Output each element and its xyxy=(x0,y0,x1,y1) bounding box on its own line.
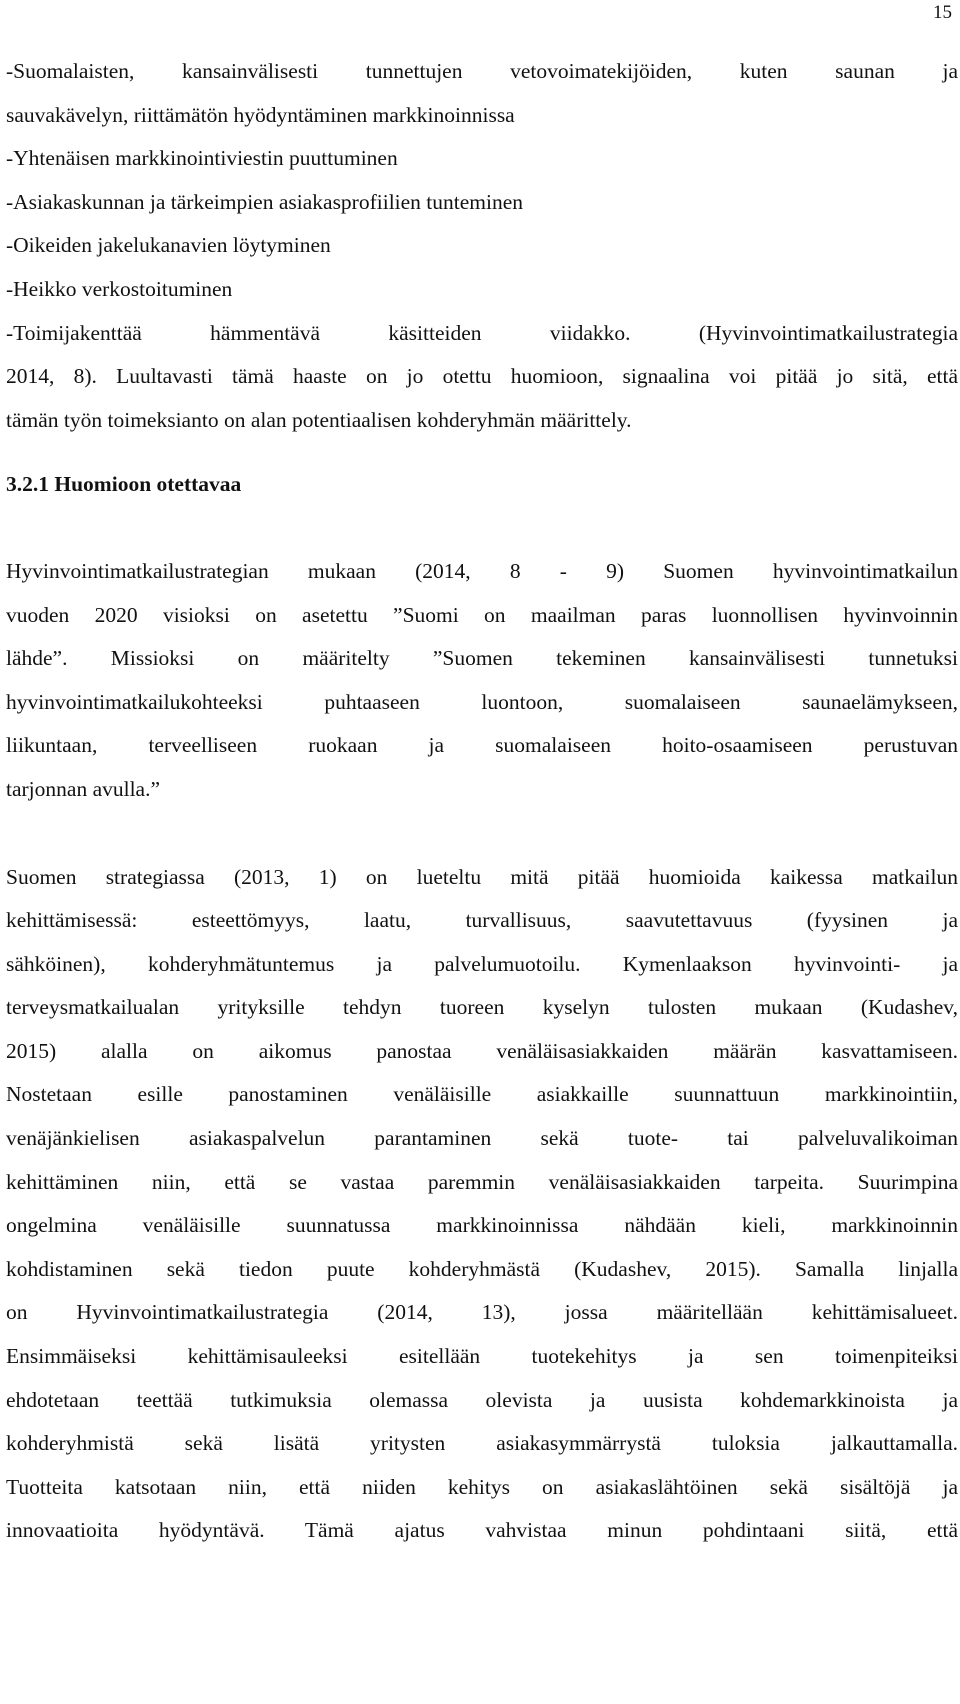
document-body xyxy=(6,50,958,1553)
paragraph-line: liikuntaan, terveelliseen ruokaan ja suomalaiseen hoito-osaamiseen perustuvan xyxy=(6,733,958,758)
paragraph-vision xyxy=(6,550,958,812)
paragraph-line: venäjänkielisen asiakaspalvelun parantaminen sekä tuote- tai palveluvalikoiman xyxy=(6,1126,958,1151)
paragraph-line: kehittämisessä: esteettömyys, laatu, turvallisuus, saavutettavuus (fyysinen ja xyxy=(6,908,958,933)
paragraph-line: innovaatioita hyödyntävä. Tämä ajatus vahvistaa minun pohdintaani siitä, että xyxy=(6,1518,958,1543)
paragraph-line: lähde”. Missioksi on määritelty ”Suomen tekeminen kansainvälisesti tunnetuksi xyxy=(6,646,958,671)
list-item: -Heikko verkostoituminen xyxy=(6,276,233,301)
page-number: 15 xyxy=(933,2,952,23)
paragraph-line: hyvinvointimatkailukohteeksi puhtaaseen luontoon, suomalaiseen saunaelämykseen, xyxy=(6,689,958,714)
list-item: -Yhtenäisen markkinointiviestin puuttuminen xyxy=(6,146,398,171)
paragraph-line: sähköinen), kohderyhmätuntemus ja palvelumuotoilu. Kymenlaakson hyvinvointi- ja xyxy=(6,951,958,976)
paragraph-line: ehdotetaan teettää tutkimuksia olemassa olevista ja uusista kohdemarkkinoista ja xyxy=(6,1387,958,1412)
paragraph-line: ongelmina venäläisille suunnatussa markkinoinnissa nähdään kieli, markkinoinnin xyxy=(6,1213,958,1238)
paragraph-line: Suomen strategiassa (2013, 1) on lueteltu mitä pitää huomioida kaikessa matkailun xyxy=(6,864,958,889)
list-item: 2014, 8). Luultavasti tämä haaste on jo otettu huomioon, signaalina voi pitää jo sitä, että xyxy=(6,364,958,389)
paragraph-line: on Hyvinvointimatkailustrategia (2014, 13), jossa määritellään kehittämisalueet. xyxy=(6,1300,958,1325)
list-item: -Asiakaskunnan ja tärkeimpien asiakasprofiilien tunteminen xyxy=(6,189,524,214)
list-item: sauvakävelyn, riittämätön hyödyntäminen markkinoinnissa xyxy=(6,102,515,127)
paragraph-line: 2015) alalla on aikomus panostaa venäläisasiakkaiden määrän kasvattamiseen. xyxy=(6,1038,958,1063)
paragraph-line: tarjonnan avulla.” xyxy=(6,776,161,801)
paragraph-strategy xyxy=(6,856,958,1554)
paragraph-line: terveysmatkailualan yrityksille tehdyn tuoreen kyselyn tulosten mukaan (Kudashev, xyxy=(6,995,958,1020)
paragraph-line: Ensimmäiseksi kehittämisauleeksi esitellään tuotekehitys ja sen toimenpiteiksi xyxy=(6,1344,958,1369)
list-item: -Suomalaisten, kansainvälisesti tunnettujen vetovoimatekijöiden, kuten saunan ja xyxy=(6,59,958,83)
paragraph-line: kohdistaminen sekä tiedon puute kohderyhmästä (Kudashev, 2015). Samalla linjalla xyxy=(6,1256,958,1281)
paragraph-line: kohderyhmistä sekä lisätä yritysten asiakasymmärrystä tuloksia jalkauttamalla. xyxy=(6,1431,958,1456)
paragraph-line: Nostetaan esille panostaminen venäläisille asiakkaille suunnattuun markkinointiin, xyxy=(6,1082,958,1107)
paragraph-line: vuoden 2020 visioksi on asetettu ”Suomi on maailman paras luonnollisen hyvinvoinnin xyxy=(6,602,958,627)
paragraph-line: kehittäminen niin, että se vastaa paremmin venäläisasiakkaiden tarpeita. Suurimpina xyxy=(6,1169,958,1194)
paragraph-line: Hyvinvointimatkailustrategian mukaan (2014, 8 - 9) Suomen hyvinvointimatkailun xyxy=(6,558,958,583)
list-item: -Oikeiden jakelukanavien löytyminen xyxy=(6,233,331,258)
list-item: tämän työn toimeksianto on alan potentiaalisen kohderyhmän määrittely. xyxy=(6,407,632,432)
paragraph-line: Tuotteita katsotaan niin, että niiden kehitys on asiakaslähtöinen sekä sisältöjä ja xyxy=(6,1474,958,1499)
list-item: -Toimijakenttää hämmentävä käsitteiden viidakko. (Hyvinvointimatkailustrategia xyxy=(6,320,958,345)
section-heading: 3.2.1 Huomioon otettavaa xyxy=(6,472,242,497)
challenges-list xyxy=(6,50,958,442)
